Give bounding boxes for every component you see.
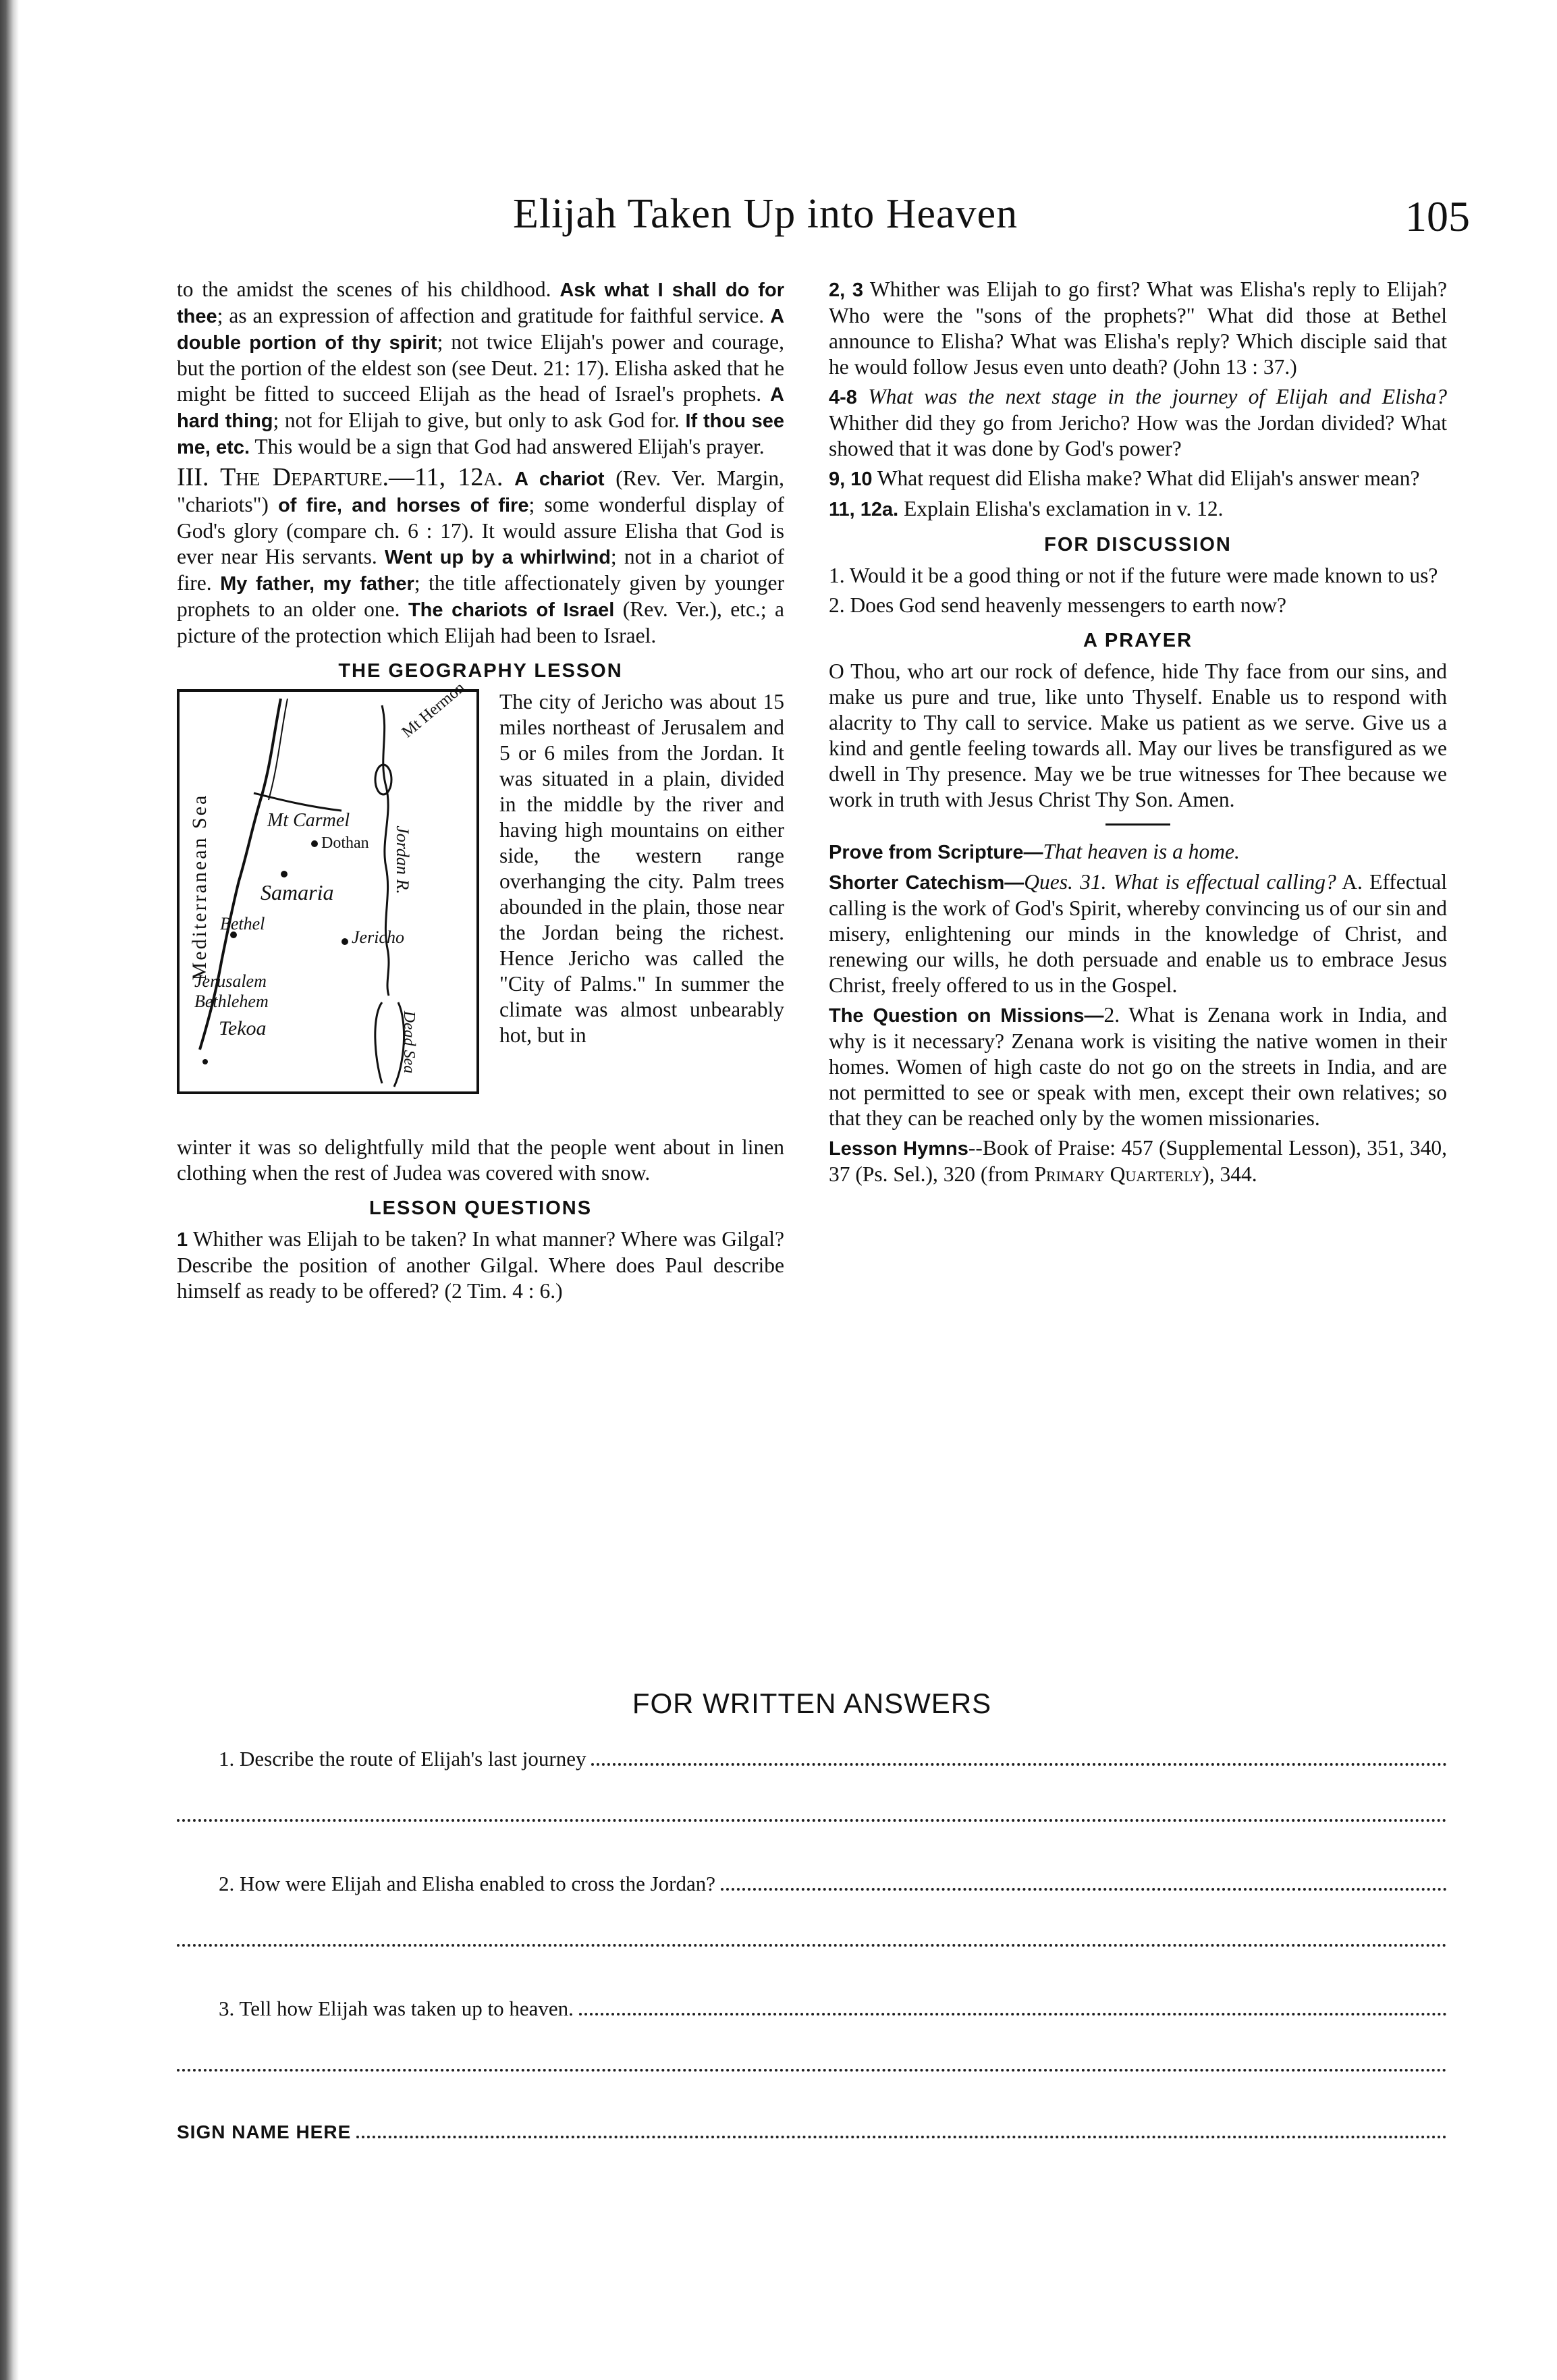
scan-edge xyxy=(0,0,19,2380)
sign-name-label: SIGN NAME HERE xyxy=(177,2121,352,2142)
map-label-tekoa: Tekoa xyxy=(219,1017,267,1039)
page-title: Elijah Taken Up into Heaven xyxy=(513,191,1018,237)
question-text: 2. How were Elijah and Elisha enabled to cross the Jordan? xyxy=(219,1872,716,1895)
missions-question xyxy=(829,1002,1447,1131)
bold-phrase: Ask what I shall do for thee xyxy=(177,279,784,327)
bold-phrase: of fire, and horses of fire xyxy=(278,495,529,516)
written-question-1 xyxy=(219,1747,1447,1782)
label: Prove from Scripture— xyxy=(829,842,1043,863)
bold-phrase: A chariot xyxy=(514,468,605,490)
geography-heading: THE GEOGRAPHY LESSON xyxy=(338,660,623,682)
answer-line-2[interactable] xyxy=(721,1887,1447,1891)
geography-block xyxy=(177,678,784,1135)
written-question-2 xyxy=(219,1872,1447,1907)
shorter-catechism xyxy=(829,869,1447,998)
lesson-question-2-3 xyxy=(829,277,1447,380)
map-label-jericho: Jericho xyxy=(352,927,404,947)
text: What request did Elisha make? What did Elijah's answer mean? xyxy=(877,466,1420,490)
discussion-heading: FOR DISCUSSION xyxy=(1044,534,1232,556)
text: That heaven is a home. xyxy=(1043,840,1240,863)
map-label-dead-sea: Dead Sea xyxy=(400,1010,418,1074)
section-number: III. xyxy=(177,463,209,491)
text: This would be a sign that God had answered Elijah's prayer. xyxy=(254,435,765,458)
geography-text xyxy=(499,689,784,1048)
left-column xyxy=(177,277,784,1308)
lesson-question-9-10 xyxy=(829,466,1447,492)
lesson-question-4-8 xyxy=(829,384,1447,462)
label: Shorter Catechism— xyxy=(829,872,1025,894)
text: ; some wonderful display of God's glory (compare ch. 6 : 17). It would assure Elisha that God is ever near His servants. xyxy=(177,493,785,568)
section-title: The Departure.—11, 12a. xyxy=(220,463,503,491)
prove-from-scripture xyxy=(829,839,1447,865)
question-text: 3. Tell how Elijah was taken up to heaven. xyxy=(219,1997,574,2020)
text: ; not in a chariot of fire. xyxy=(177,545,785,595)
small-caps-text: Primary Quarterly xyxy=(1034,1162,1203,1186)
text: Whither did they go from Jericho? How was the Jordan divided? What showed that it was done by God's power? xyxy=(829,411,1447,460)
bold-phrase: My father, my father xyxy=(220,573,414,595)
answer: A. Effectual calling is the work of God's Spirit, whereby convincing us of our sin and misery, enlightening our minds in the knowledge of Christ, and renewing our wills, he doth persuade and enable us to embrace Jesus Christ, freely offered to us in the Gospel. xyxy=(829,870,1447,997)
text: 2. What is Zenana work in India, and why is it necessary? Zenana work is visiting the native women in their homes. Women of high caste do not go on the streets in India, and are not permitted to see or speak with men, except their own relatives; so that they can be reached only by the women missionaries. xyxy=(829,1003,1447,1130)
map-label-jerusalem: Jerusalem xyxy=(194,971,267,991)
running-head xyxy=(0,190,1557,251)
answer-line-3b[interactable] xyxy=(177,2068,1447,2072)
text: Whither was Elijah to go first? What was Elisha's reply to Elijah? Who were the "sons of the prophets?" What did those at Bethel announce to Elisha? What was Elisha's reply? Which disciple said that he would follow Jesus even unto death? (John 13 : 37.) xyxy=(829,277,1447,379)
town-samaria-marker xyxy=(281,871,288,877)
written-answers-heading: FOR WRITTEN ANSWERS xyxy=(632,1687,992,1719)
bold-phrase: If thou see me, etc. xyxy=(177,410,785,458)
map-label-bethel: Bethel xyxy=(220,914,265,934)
label: Lesson Hymns xyxy=(829,1138,968,1160)
geography-text-continued: winter it was so delightfully mild that the people went about in linen clothing when the rest of Judea was covered with snow. xyxy=(177,1135,784,1185)
signature-line[interactable] xyxy=(356,2135,1447,2138)
written-answers-section xyxy=(177,1687,1447,2144)
departure-paragraph xyxy=(177,464,784,649)
label: The Question on Missions— xyxy=(829,1005,1104,1027)
text: ; as an expression of affection and gratitude for faithful service. xyxy=(217,304,765,327)
prayer-text: O Thou, who art our rock of defence, hide Thy face from our sins, and make us pure and true, like unto Thyself. Enable us to respond with alacrity to Thy call to service. Make us patient as we serve. Give us a kind and gentle feeling towards all. May our lives be transfigured as we dwell in Thy presence. May we be true witnesses for Thee because we work in truth with Jesus Christ Thy Son. Amen. xyxy=(829,659,1447,811)
text: ; not for Elijah to give, but only to ask God for. xyxy=(273,408,680,432)
question-text: 1. Describe the route of Elijah's last journey xyxy=(219,1747,586,1770)
bold-phrase: A hard thing xyxy=(177,384,784,432)
question-number: 4-8 xyxy=(829,387,857,408)
map-of-palestine xyxy=(177,678,479,1094)
answer-line-1[interactable] xyxy=(591,1762,1447,1766)
italic-phrase: What was the next stage in the journey of Elijah and Elisha? xyxy=(868,385,1447,408)
text: to the amidst the scenes of his childhood. xyxy=(177,277,551,301)
text: The city of Jericho was about 15 miles northeast of Jerusalem and 5 or 6 miles from the Jordan. It was situated in a plain, divided in the middle by the river and having high mountains on either side, the western range overhanging the city. Palm trees abounded in the plain, those near the Jordan being the richest. Hence Jericho was called the "City of Palms." In summer the climate was almost unbearably hot, but in xyxy=(499,690,784,1047)
written-question-3 xyxy=(219,1997,1447,2032)
text: --Book of Praise: 457 (Supplemental Lesson), 351, 340, 37 (Ps. Sel.), 320 (from xyxy=(829,1136,1447,1186)
lesson-question-1 xyxy=(177,1226,784,1304)
text: Whither was Elijah to be taken? In what manner? Where was Gilgal? Describe the position of another Gilgal. Where does Paul describe himself as ready to be offered? (2 Tim. 4 : 6.) xyxy=(177,1227,784,1303)
question-number: 11, 12a. xyxy=(829,499,899,520)
answer-line-1b[interactable] xyxy=(177,1818,1447,1822)
divider xyxy=(1105,823,1170,826)
bold-phrase: A double portion of thy spirit xyxy=(177,306,785,354)
lesson-questions-heading: LESSON QUESTIONS xyxy=(368,1197,593,1219)
right-column xyxy=(829,277,1447,1191)
text: (Rev. Ver.), etc.; a picture of the protection which Elijah had been to Israel. xyxy=(177,597,785,647)
jordan-river xyxy=(382,705,389,996)
question-number: 9, 10 xyxy=(829,468,873,490)
bold-phrase: The chariots of Israel xyxy=(408,599,615,621)
answer-line-2b[interactable] xyxy=(177,1943,1447,1947)
town-dothan-marker xyxy=(311,840,318,847)
text: ), 344. xyxy=(1202,1162,1257,1186)
page-number: 105 xyxy=(1405,192,1470,240)
map-label-jordan: Jordan R. xyxy=(393,826,412,894)
text: (Rev. Ver. Margin, "chariots") xyxy=(177,466,784,516)
text: Explain Elisha's exclamation in v. 12. xyxy=(904,497,1224,520)
prayer-heading: A PRAYER xyxy=(1083,630,1193,651)
map-label-bethlehem: Bethlehem xyxy=(194,992,269,1011)
lesson-question-11 xyxy=(829,496,1447,522)
map-label-samaria: Samaria xyxy=(261,880,334,904)
discussion-item-1: 1. Would it be a good thing or not if the future were made known to us? xyxy=(829,564,1438,587)
map-label-hermon: Mt Hermon xyxy=(398,678,468,742)
lesson-hymns xyxy=(829,1135,1447,1187)
map-label-dothan: Dothan xyxy=(321,834,369,852)
question-ref: Ques. 31. xyxy=(1024,870,1107,894)
commentary-paragraph xyxy=(177,277,784,460)
question: What is effectual calling? xyxy=(1113,870,1336,894)
signature-row xyxy=(177,2121,1447,2144)
question-number: 1 xyxy=(177,1229,188,1251)
text: ; the title affectionately given by younger prophets to an older one. xyxy=(177,571,785,621)
question-number: 2, 3 xyxy=(829,279,863,301)
map-label-carmel: Mt Carmel xyxy=(267,810,350,831)
town-jericho-marker xyxy=(342,938,348,945)
text: ; not twice Elijah's power and courage, but the portion of the eldest son (see Deut. 21: 17). Elisha asked that he might be fitted to succeed Elijah as the head of Israel's prophets. xyxy=(177,330,785,406)
discussion-item-2: 2. Does God send heavenly messengers to earth now? xyxy=(829,593,1286,617)
bold-phrase: Went up by a whirlwind xyxy=(385,547,611,568)
answer-line-3[interactable] xyxy=(579,2012,1447,2016)
map-label-sea: Mediterranean Sea xyxy=(188,793,211,981)
